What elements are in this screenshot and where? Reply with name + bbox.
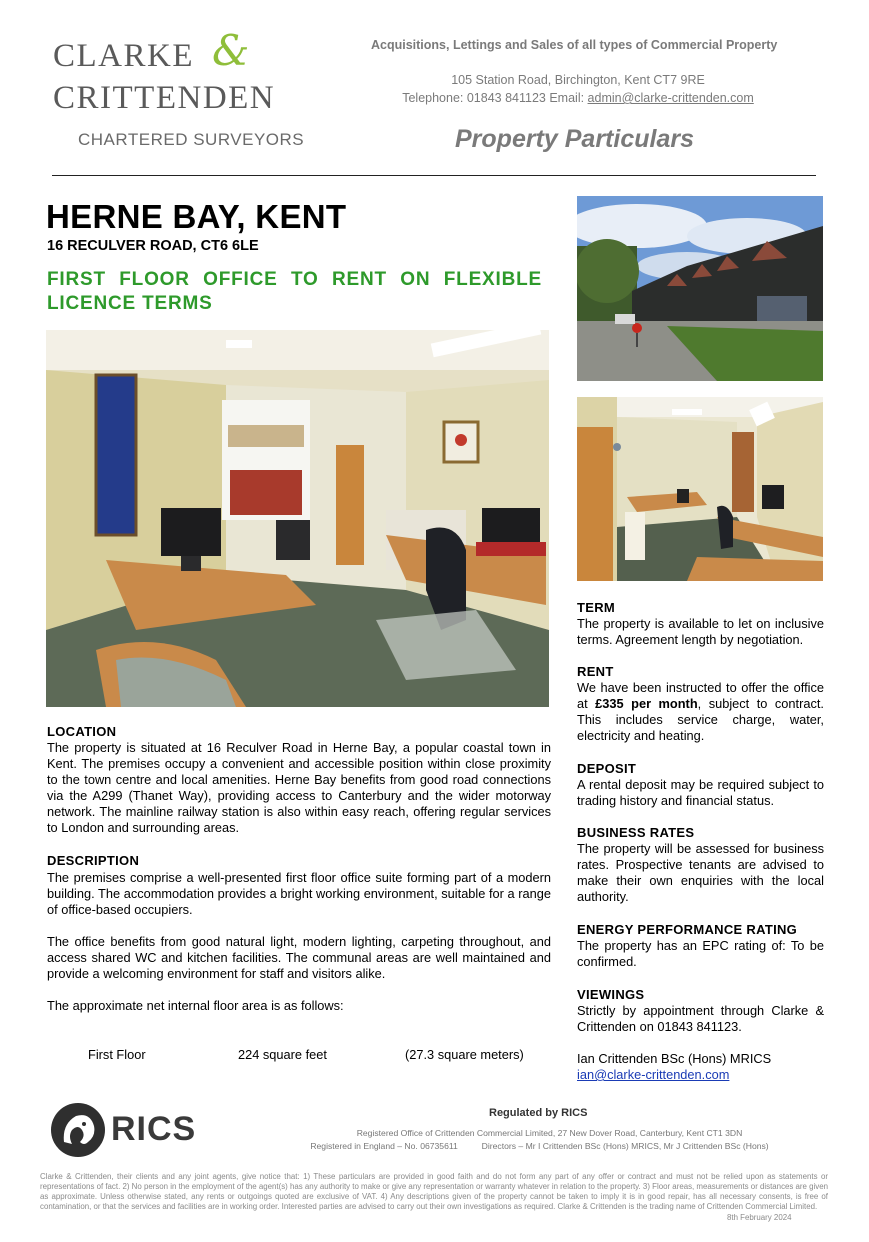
deposit-heading: DEPOSIT <box>577 761 637 776</box>
registered-office: Registered Office of Crittenden Commercial Limited, 27 New Dover Road, Canterbury, Kent CT1 3DN <box>356 1128 743 1138</box>
contact-name: Ian Crittenden BSc (Hons) MRICS <box>577 1051 772 1066</box>
exterior-photo <box>577 196 823 381</box>
area-sqft: 224 square feet <box>238 1047 327 1062</box>
description-para-2: The office benefits from good natural light, modern lighting, carpeting throughout, and access shared WC and kitchen facilities. The communal areas are well maintained and provide a welcoming environment for staff and visitors alike. <box>47 934 551 981</box>
header-email-link[interactable]: admin@clarke-crittenden.com <box>587 91 754 105</box>
term-heading: TERM <box>577 600 616 615</box>
area-sqm: (27.3 square meters) <box>405 1047 524 1062</box>
headline: FIRST FLOOR OFFICE TO RENT ON FLEXIBLE LICENCE TERMS <box>47 269 542 314</box>
location-heading: LOCATION <box>47 724 117 739</box>
logo-clarke: CLARKE <box>53 38 194 74</box>
rics-wordmark: RICS <box>111 1110 197 1148</box>
viewings-heading: VIEWINGS <box>577 987 645 1002</box>
description-para-3: The approximate net internal floor area is as follows: <box>47 998 344 1013</box>
property-address: 16 RECULVER ROAD, CT6 6LE <box>47 238 259 254</box>
rent-text <box>577 680 824 744</box>
header-address: 105 Station Road, Birchington, Kent CT7 9RE <box>451 73 705 87</box>
rics-lion-logo <box>50 1102 106 1158</box>
rent-price: £335 per month <box>595 696 698 711</box>
header-divider <box>52 175 816 176</box>
rent-text-pre: We have been instructed to offer the office at <box>577 680 824 711</box>
doc-type-title: Property Particulars <box>455 125 694 153</box>
header-contact <box>383 91 773 105</box>
business-rates-text: The property will be assessed for business rates. Prospective tenants are advised to make their own enquiries with the local authority. <box>577 841 824 904</box>
area-floor: First Floor <box>88 1047 146 1062</box>
disclaimer: Clarke & Crittenden, their clients and any joint agents, give notice that: 1) These particulars are provided in good faith and do not form any part of any offer or contract and must not be relied upon as statements or representations of fact. 2) No person in the employment of the agent(s) has any authority to make or give any representation or warranty whatever in relation to the property. 3) Floor areas, measurements or distances are given as approximate. Unless otherwise stated, any rents or outgoings quoted are exclusive of VAT. 4) Any descriptions given of the property cannot be taken to imply it is in good repair, has all necessary consents, is free of contamination, or that the services and facilities are in working order. Interested parties are advised to carry out their own investigations as required. Clarke & Crittenden is the trading name of Crittenden Commercial Limited. <box>40 1172 829 1211</box>
epc-heading: ENERGY PERFORMANCE RATING <box>577 922 798 937</box>
rent-text-post: , subject to contract. This includes service charge, water, electricity and heating. <box>577 696 824 743</box>
contact-email-link[interactable]: ian@clarke-crittenden.com <box>577 1067 730 1082</box>
description-para-1: The premises comprise a well-presented first floor office suite forming part of a modern building. The accommodation provides a bright working environment, suitable for a range of office-based occupiers. <box>47 870 551 917</box>
description-heading: DESCRIPTION <box>47 853 140 868</box>
rent-heading: RENT <box>577 664 614 679</box>
regulated-by: Regulated by RICS <box>489 1107 588 1119</box>
business-rates-heading: BUSINESS RATES <box>577 825 695 840</box>
contact-email <box>577 1067 824 1083</box>
registration-directors: Registered in England – No. 06735611 Directors – Mr I Crittenden BSc (Hons) MRICS, Mr J Crittenden BSc (Hons) <box>310 1141 769 1151</box>
header-tagline: Acquisitions, Lettings and Sales of all types of Commercial Property <box>371 38 778 52</box>
logo-subtitle: CHARTERED SURVEYORS <box>78 130 305 149</box>
logo-crittenden: CRITTENDEN <box>53 80 276 116</box>
main-office-photo <box>46 330 549 707</box>
header-telephone: Telephone: 01843 841123 Email: <box>402 91 588 105</box>
viewings-text: Strictly by appointment through Clarke & Crittenden on 01843 841123. <box>577 1003 824 1034</box>
document-date: 8th February 2024 <box>727 1213 792 1222</box>
location-text: The property is situated at 16 Reculver Road in Herne Bay, a popular coastal town in Kent. The premises occupy a convenient and accessible position within close proximity to the town centre and local amenities. Herne Bay benefits from good road connections via the A299 (Thanet Way), providing access to Canterbury and the wider motorway network. The mainline railway station is also within easy reach, offering regular services to London and surrounding areas. <box>47 740 551 835</box>
epc-text: The property has an EPC rating of: To be confirmed. <box>577 938 824 969</box>
logo-ampersand: & <box>212 26 250 75</box>
term-text: The property is available to let on inclusive terms. Agreement length by negotiation. <box>577 616 824 647</box>
deposit-text: A rental deposit may be required subject to trading history and financial status. <box>577 777 824 808</box>
page-title: HERNE BAY, KENT <box>46 198 347 235</box>
office-photo-2 <box>577 397 823 581</box>
